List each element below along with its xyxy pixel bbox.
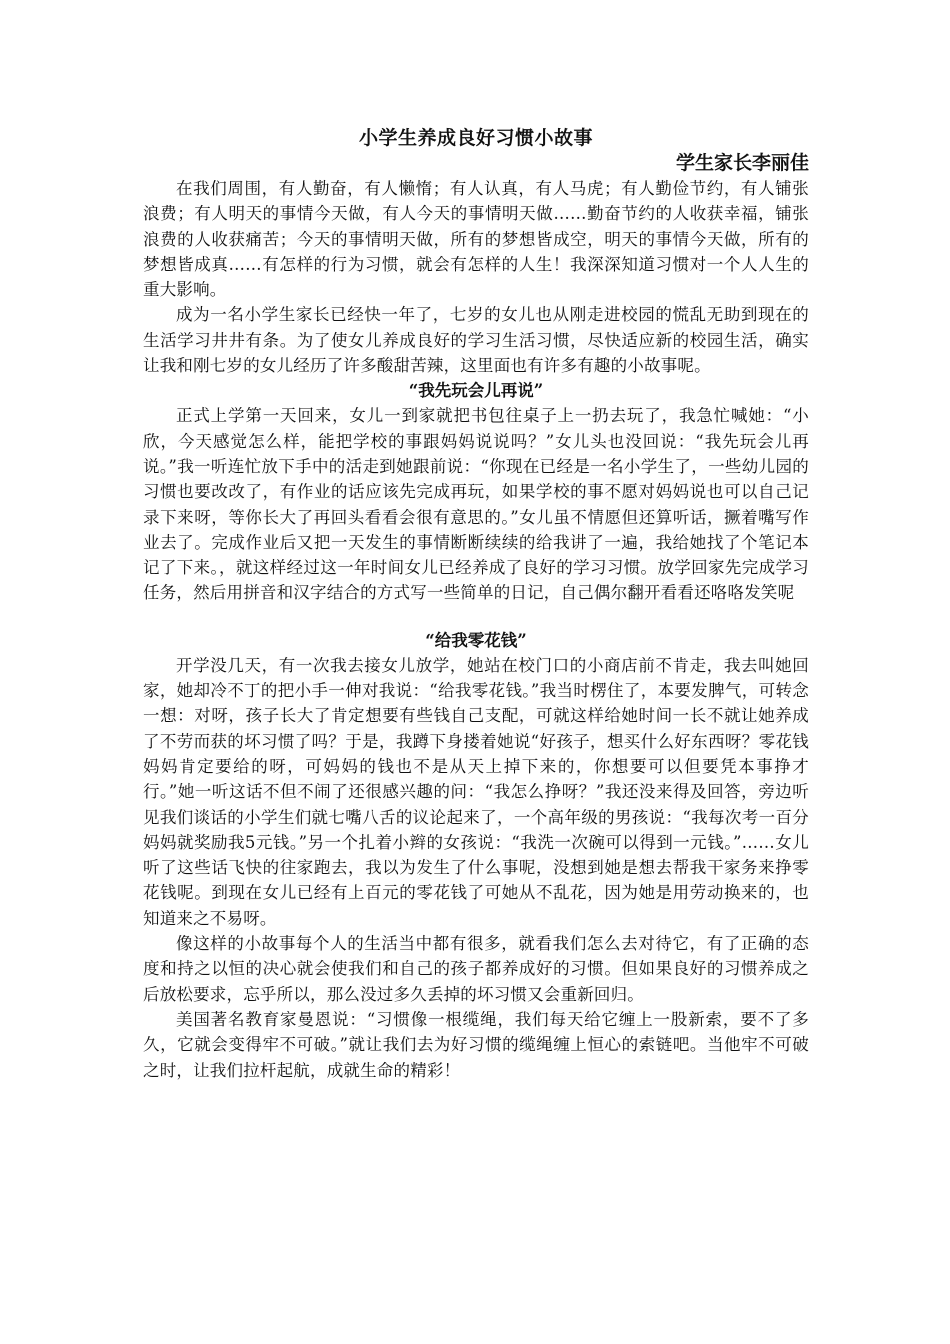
document-author: 学生家长李丽佳: [675, 152, 809, 174]
story2-heading: “给我零花钱”: [425, 630, 527, 650]
closing-paragraph-2: 美国著名教育家曼恩说：“习惯像一根缆绳，我们每天给它缠上一股新索，要不了多久，它就会变得牢不可破。”就让我们去为好习惯的缆绳缠上恒心的索链吧。当他牢不可破之时，让我们拉杆起航，成就生命的精彩！: [143, 1009, 809, 1080]
story2-paragraph: 开学没几天，有一次我去接女儿放学，她站在校门口的小商店前不肯走，我去叫她回家，她却冷不丁的把小手一伸对我说：“给我零花钱。”我当时楞住了，本要发脾气，可转念一想：对呀，孩子长大了肯定想要有些钱自己支配，可就这样给她时间一长不就让她养成了不劳而获的坏习惯了吗？于是，我蹲下身搂着她说“好孩子，想买什么好东西呀？零花钱妈妈肯定要给的呀，可妈妈的钱也不是从天上掉下来的，你想要可以但要凭本事挣才行。”她一听这话不但不闹了还很感兴趣的问：“我怎么挣呀？”我还没来得及回答，旁边听见我们谈话的小学生们就七嘴八舌的议论起来了，一个高年级的男孩说：“我每次考一百分妈妈就奖励我5元钱。”另一个扎着小辫的女孩说：“我洗一次碗可以得到一元钱。”……女儿听了这些话飞快的往家跑去，我以为发生了什么事呢，没想到她是想去帮我干家务来挣零花钱呢。到现在女儿已经有上百元的零花钱了可她从不乱花，因为她是用劳动换来的，也知道来之不易呀。: [143, 655, 809, 928]
intro-paragraph-1: 在我们周围，有人勤奋，有人懒惰；有人认真，有人马虎；有人勤俭节约，有人铺张浪费；有人明天的事情今天做，有人今天的事情明天做……勤奋节约的人收获幸福，铺张浪费的人收获痛苦；今天的事情明天做，所有的梦想皆成空，明天的事情今天做，所有的梦想皆成真……有怎样的行为习惯，就会有怎样的人生！我深深知道习惯对一个人人生的重大影响。: [143, 179, 809, 300]
story1-heading: “我先玩会儿再说”: [408, 381, 544, 401]
document-page: [143, 126, 809, 1083]
closing-paragraph-1: 像这样的小故事每个人的生活当中都有很多，就看我们怎么去对待它，有了正确的态度和持之以恒的决心就会使我们和自己的孩子都养成好的习惯。但如果良好的习惯养成之后放松要求，忘乎所以，那么没过多久丢掉的坏习惯又会重新回归。: [143, 934, 809, 1004]
document-title: 小学生养成良好习惯小故事: [358, 127, 593, 149]
story1-paragraph: 正式上学第一天回来，女儿一到家就把书包往桌子上一扔去玩了，我急忙喊她：“小欣，今天感觉怎么样，能把学校的事跟妈妈说说吗？”女儿头也没回说：“我先玩会儿再说。”我一听连忙放下手中的活走到她跟前说：“你现在已经是一名小学生了，一些幼儿园的习惯也要改改了，有作业的话应该先完成再玩，如果学校的事不愿对妈妈说也可以自己记录下来呀，等你长大了再回头看看会很有意思的。”女儿虽不情愿但还算听话，撅着嘴写作业去了。完成作业后又把一天发生的事情断断续续的给我讲了一遍，我给她找了个笔记本记了下来。，就这样经过这一年时间女儿已经养成了良好的学习习惯。放学回家先完成学习任务，然后用拼音和汉字结合的方式写一些简单的日记，自己偶尔翻开看看还咯咯发笑呢: [143, 406, 809, 603]
intro-paragraph-2: 成为一名小学生家长已经快一年了，七岁的女儿也从刚走进校园的慌乱无助到现在的生活学习井井有条。为了使女儿养成良好的学习生活习惯，尽快适应新的校园生活，确实让我和刚七岁的女儿经历了许多酸甜苦辣，这里面也有许多有趣的小故事呢。: [143, 305, 809, 376]
